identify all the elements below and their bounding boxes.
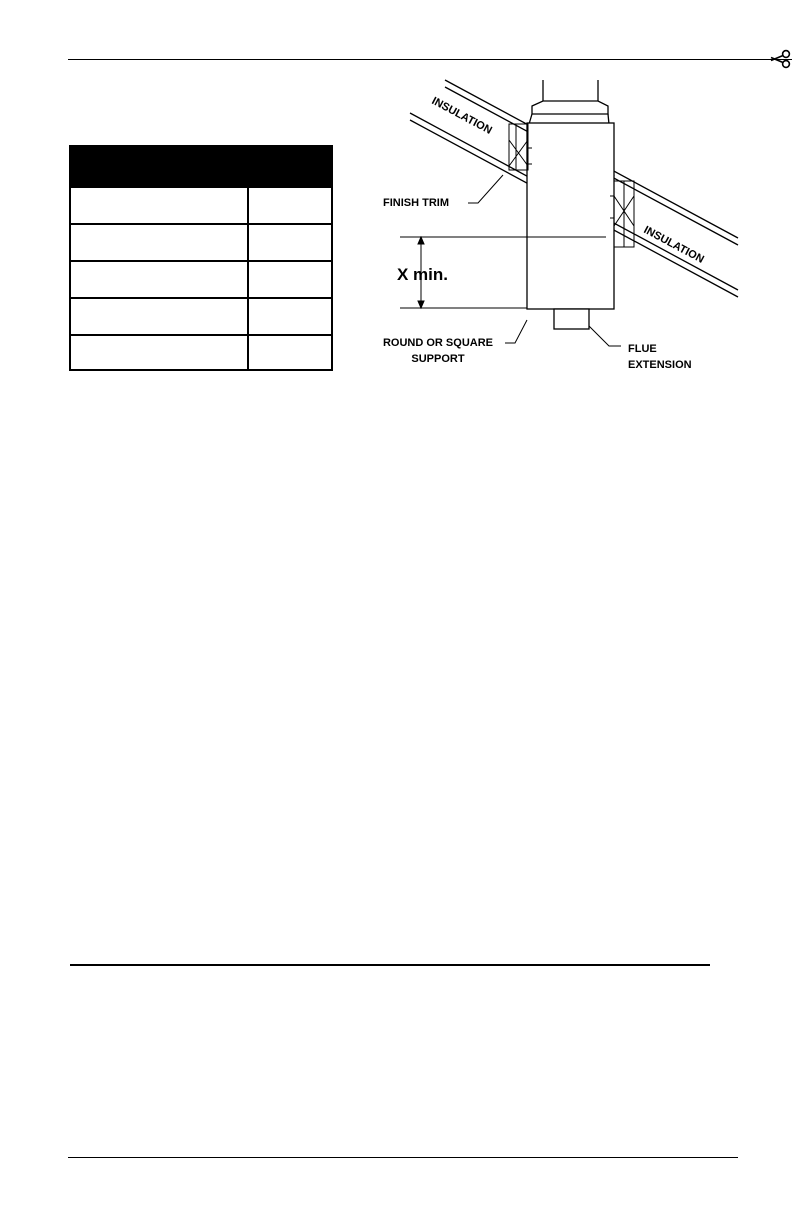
table-row bbox=[71, 186, 331, 223]
table-cell bbox=[71, 262, 247, 297]
table-header bbox=[71, 147, 331, 186]
table-row bbox=[71, 260, 331, 297]
footer-rule bbox=[68, 1157, 738, 1158]
table-cell bbox=[249, 299, 331, 334]
table-cell bbox=[249, 188, 331, 223]
support-label-line2: SUPPORT bbox=[411, 353, 465, 365]
flue-extension bbox=[554, 309, 589, 329]
section-divider bbox=[70, 964, 710, 966]
top-cut-line bbox=[68, 59, 792, 60]
table-cell bbox=[249, 336, 331, 369]
specification-table bbox=[69, 145, 333, 371]
support-leader bbox=[505, 320, 527, 343]
joist-block-right bbox=[610, 181, 634, 247]
chimney-support-diagram bbox=[360, 70, 760, 380]
x-min-label: X min. bbox=[397, 265, 449, 284]
table-row bbox=[71, 297, 331, 334]
flue-label-line1: FLUE bbox=[628, 343, 657, 355]
finish-trim-label: FINISH TRIM bbox=[383, 197, 449, 209]
insulation-label-right: INSULATION bbox=[641, 224, 706, 266]
table-cell bbox=[71, 225, 247, 260]
table-cell bbox=[249, 225, 331, 260]
table-cell bbox=[71, 299, 247, 334]
insulation-label-left: INSULATION bbox=[429, 95, 494, 137]
finish-trim-leader bbox=[468, 175, 503, 203]
table-row bbox=[71, 334, 331, 369]
support-label-line1: ROUND OR SQUARE bbox=[382, 337, 494, 349]
flue-leader bbox=[589, 326, 621, 346]
round-or-square-support bbox=[527, 123, 614, 309]
table-cell bbox=[71, 188, 247, 223]
flue-label-line2: EXTENSION bbox=[628, 359, 692, 371]
scissors-icon bbox=[770, 49, 792, 69]
table-cell bbox=[249, 262, 331, 297]
table-cell bbox=[71, 336, 247, 369]
table-row bbox=[71, 223, 331, 260]
